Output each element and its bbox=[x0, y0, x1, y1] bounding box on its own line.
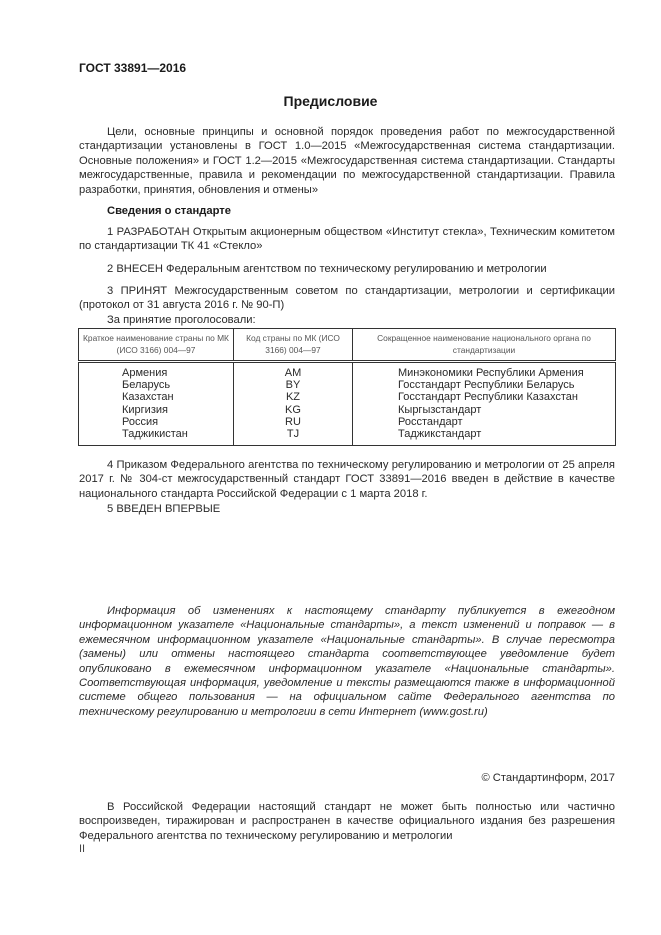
table-header-row bbox=[79, 329, 616, 362]
code-cell: KZ bbox=[234, 391, 353, 403]
notice-paragraph: Информация об изменениях к настоящему стандарту публикуется в ежегодном информационном указателе «Национальные стандарты», а текст изменений и поправок — в ежемесячном информационном указателе «Национальные стандарты». В случае пересмотра (замены) или отмены настоящего стандарта соответствующее уведомление будет опубликовано в ежемесячном информационном указателе «Национальные стандарты». Соответствующая информация, уведомление и тексты размещаются также в информационной системе общего пользования — на официальном сайте Федерального агентства по техническому регулированию и метрологии в сети Интернет (www.gost.ru) bbox=[79, 605, 615, 718]
table-row bbox=[79, 379, 616, 391]
code-cell: BY bbox=[234, 379, 353, 391]
code-cell: RU bbox=[234, 416, 353, 428]
column-header-country: Краткое наименование страны по МК (ИСО 3166) 004—97 bbox=[79, 329, 234, 362]
country-cell: Киргизия bbox=[79, 404, 234, 416]
vote-intro: За принятие проголосовали: bbox=[107, 314, 256, 326]
country-cell: Казахстан bbox=[79, 391, 234, 403]
code-cell: TJ bbox=[234, 428, 353, 446]
body-cell: Таджикстандарт bbox=[353, 428, 616, 446]
item-3: 3 ПРИНЯТ Межгосударственным советом по стандартизации, метрологии и сертификации (протокол от 31 августа 2016 г. № 90-П) bbox=[79, 285, 615, 312]
rights-paragraph: В Российской Федерации настоящий стандарт не может быть полностью или частично воспроизведен, тиражирован и распространен в качестве официального издания без разрешения Федерального агентства по техническому регулированию и метрологии bbox=[79, 801, 615, 842]
code-cell: AM bbox=[234, 362, 353, 380]
page-title: Предисловие bbox=[283, 93, 378, 109]
column-header-code: Код страны по МК (ИСО 3166) 004—97 bbox=[234, 329, 353, 362]
body-cell: Госстандарт Республики Казахстан bbox=[353, 391, 616, 403]
table-row bbox=[79, 391, 616, 403]
body-cell: Росстандарт bbox=[353, 416, 616, 428]
intro-paragraph: Цели, основные принципы и основной порядок проведения работ по межгосударственной стандартизации установлены в ГОСТ 1.0—2015 «Межгосударственная система стандартизации. Основные положения» и ГОСТ 1.2—2015 «Межгосударственная система стандартизации. Стандарты межгосударственные, правила и рекомендации по межгосударственной стандартизации. Правила разработки, принятия, обновления и отмены» bbox=[79, 126, 615, 196]
copyright: © Стандартинформ, 2017 bbox=[481, 772, 615, 784]
table-row bbox=[79, 416, 616, 428]
country-cell: Россия bbox=[79, 416, 234, 428]
page-number: II bbox=[79, 843, 86, 855]
country-cell: Армения bbox=[79, 362, 234, 380]
table-row bbox=[79, 428, 616, 446]
item-5: 5 ВВЕДЕН ВПЕРВЫЕ bbox=[107, 503, 221, 515]
item-4: 4 Приказом Федерального агентства по техническому регулированию и метрологии от 25 апреля 2017 г. № 304-ст межгосударственный стандарт ГОСТ 33891—2016 введен в действие в качестве национального стандарта Российской Федерации с 1 марта 2018 г. bbox=[79, 459, 615, 500]
code-cell: KG bbox=[234, 404, 353, 416]
table-row bbox=[79, 404, 616, 416]
document-header: ГОСТ 33891—2016 bbox=[79, 61, 187, 75]
body-cell: Кыргызстандарт bbox=[353, 404, 616, 416]
item-2: 2 ВНЕСЕН Федеральным агентством по техническому регулированию и метрологии bbox=[107, 263, 547, 275]
country-cell: Таджикистан bbox=[79, 428, 234, 446]
column-header-body: Сокращенное наименование национального органа по стандартизации bbox=[353, 329, 616, 362]
body-cell: Минэкономики Республики Армения bbox=[353, 362, 616, 380]
table-row bbox=[79, 362, 616, 380]
voting-table bbox=[78, 328, 616, 446]
item-1: 1 РАЗРАБОТАН Открытым акционерным обществом «Институт стекла», Техническим комитетом по стандартизации ТК 41 «Стекло» bbox=[79, 226, 615, 253]
body-cell: Госстандарт Республики Беларусь bbox=[353, 379, 616, 391]
section-heading: Сведения о стандарте bbox=[107, 205, 231, 217]
country-cell: Беларусь bbox=[79, 379, 234, 391]
